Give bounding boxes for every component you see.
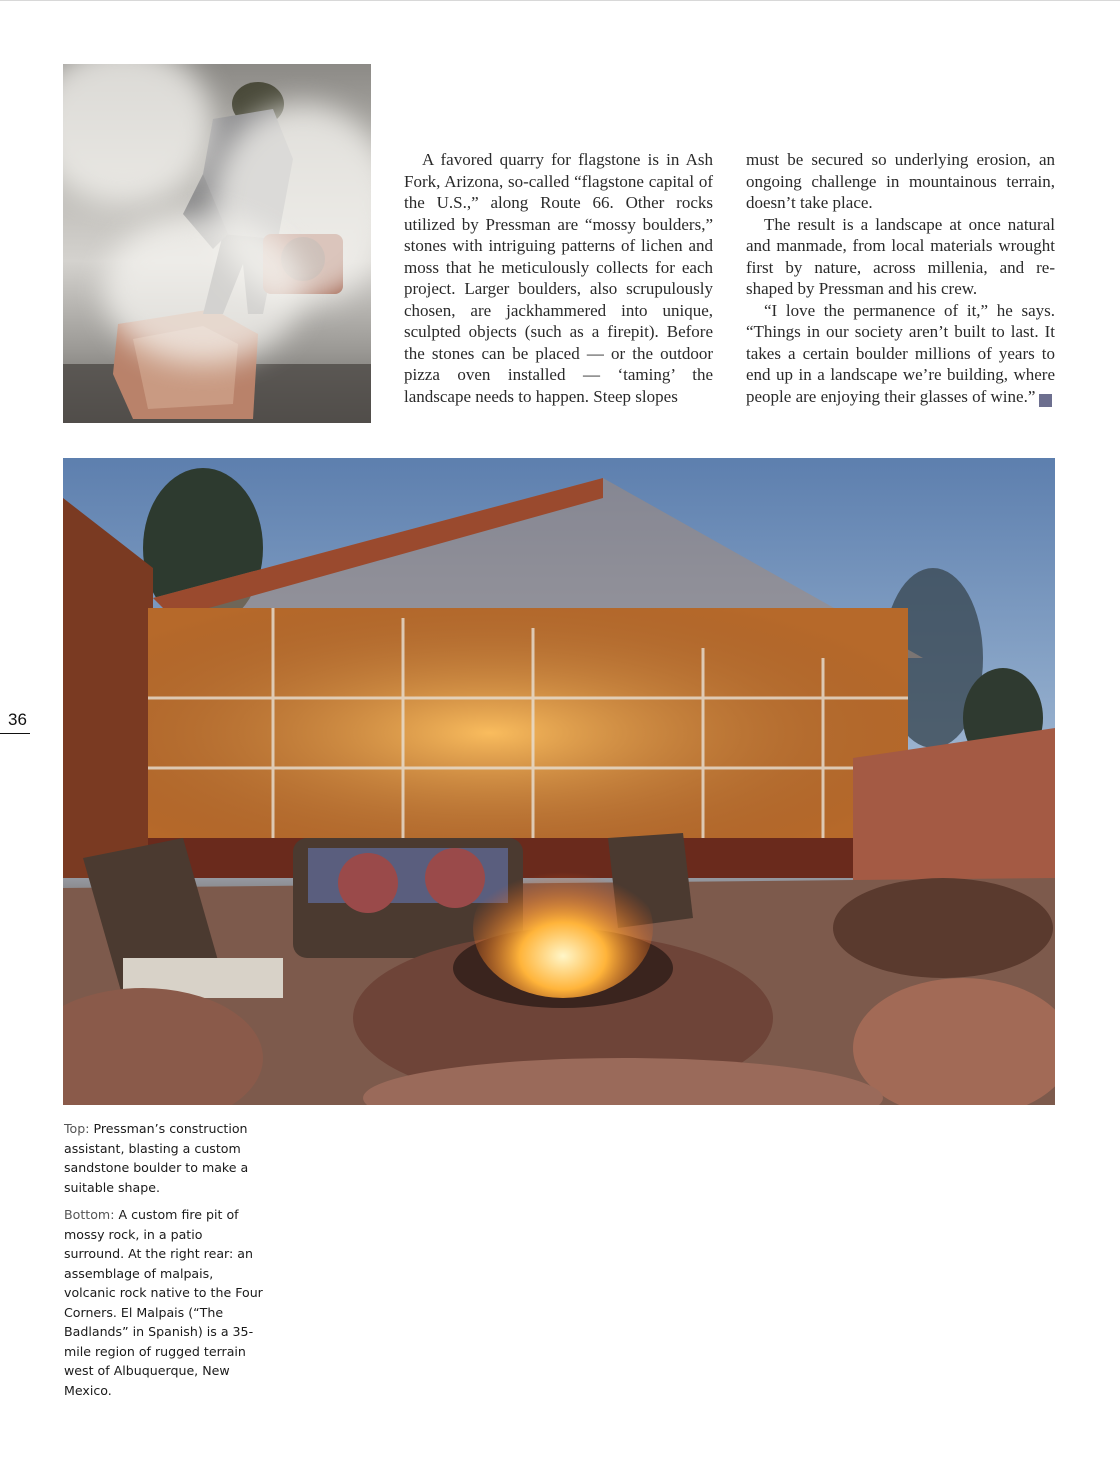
quote-text: “I love the permanence of it,” he says. “Things in our society aren’t built to last. It takes a certain boulder millions of years to end up in a landscape we’re building, where people are enjoying their glasses of wine.” [746,300,1055,406]
patio-illustration [63,458,1055,1105]
page-top-rule [0,0,1120,1]
page-number: 36 [8,710,27,729]
article-paragraph-continued: must be secured so underlying erosion, an ongoing challenge in mountainous terrain, doesn’t take place. [746,150,1055,212]
article-paragraph-quote [746,300,1065,408]
caption-bottom [64,1205,264,1400]
caption-bottom-text: A custom fire pit of mossy rock, in a patio surround. At the right rear: an assemblage of malpais, volcanic rock native to the Four Corners. El Malpais (“The Badlands” in Spanish) is a 35-mile region of rugged terrain west of Albuquerque, New Mexico. [64,1207,263,1398]
caption-top-label: Top: [64,1121,90,1136]
caption-top [64,1119,264,1197]
article-paragraph: The result is a landscape at once natural and manmade, from local materials wrought first by nature, across millenia, and re-shaped by Pressman and his crew. [746,214,1055,298]
page-number-rule [0,733,30,734]
caption-bottom-label: Bottom: [64,1207,115,1222]
photo-worker-cutting-boulder [63,64,371,423]
caption-top-text: Pressman’s construction assistant, blasting a custom sandstone boulder to make a suitable shape. [64,1121,249,1195]
photo-patio-fire-pit [63,458,1055,1105]
article-paragraph: A favored quarry for flagstone is in Ash Fork, Arizona, so-called “flagstone capital of the U.S.,” along Route 66. Other rocks utilized by Pressman are “mossy boulders,” stones with intriguing patterns of lichen and moss that he meticulously collects for each project. Larger boulders, also scrupulously chosen, are jackhammered into unique, sculpted objects (such as a firepit). Before the stones can be placed — or the outdoor pizza oven installed — ‘taming’ the landscape needs to happen. Steep slopes [404,150,713,406]
end-of-article-mark-icon: S [1039,394,1052,407]
article-column-2 [746,149,1065,407]
article-column-1 [404,149,713,407]
